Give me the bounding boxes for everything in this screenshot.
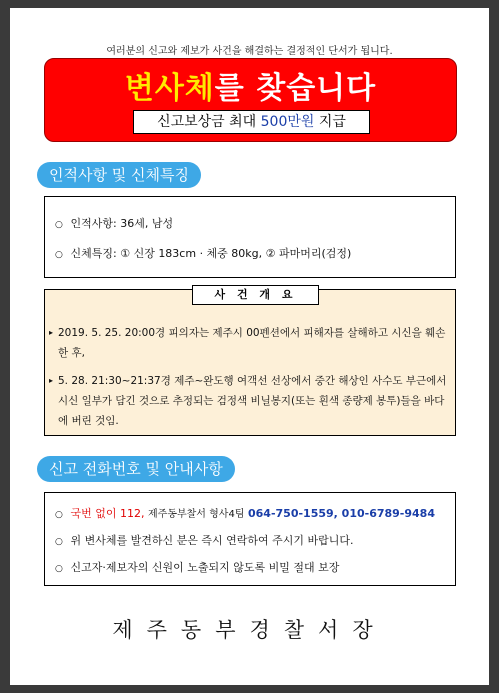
bullet-circle-icon: ○ bbox=[55, 250, 63, 260]
feature-text: 신체특징: ① 신장 183cm · 체중 80kg, ② 파마머리(검정) bbox=[70, 247, 352, 260]
case-item bbox=[49, 323, 448, 363]
bullet-circle-icon: ○ bbox=[55, 220, 63, 230]
bullet-circle-icon: ○ bbox=[55, 510, 63, 520]
banner-title-highlight: 변사체 bbox=[124, 71, 215, 106]
reward-suffix: 지급 bbox=[314, 114, 346, 130]
features-heading: 인적사항 및 신체특징 bbox=[37, 162, 201, 188]
contact-heading: 신고 전화번호 및 안내사항 bbox=[37, 456, 235, 482]
banner-title-rest: 를 찾습니다 bbox=[214, 71, 377, 106]
contact-phone-row bbox=[55, 505, 435, 521]
phone-numbers: 064-750-1559, 010-6789-9484 bbox=[247, 507, 435, 520]
feature-item bbox=[55, 245, 351, 261]
contact-note bbox=[55, 559, 339, 575]
wanted-poster bbox=[10, 8, 489, 685]
reward-box bbox=[133, 110, 370, 134]
banner-title bbox=[45, 63, 456, 107]
headline-banner bbox=[44, 58, 457, 142]
case-text: 2019. 5. 25. 20:00경 피의자는 제주시 00펜션에서 피해자를 살해하고 시신을 훼손한 후, bbox=[58, 327, 446, 359]
reward-amount: 500만원 bbox=[260, 114, 315, 130]
tagline: 여러분의 신고와 제보가 사건을 해결하는 결정적인 단서가 됩니다. bbox=[106, 46, 393, 57]
case-item bbox=[49, 371, 448, 431]
note-text: 위 변사체를 발견하신 분은 즉시 연락하여 주시기 바랍니다. bbox=[70, 534, 354, 547]
bullet-circle-icon: ○ bbox=[55, 537, 63, 547]
bullet-triangle-icon: ▸ bbox=[49, 328, 54, 337]
features-box bbox=[44, 196, 456, 278]
bullet-circle-icon: ○ bbox=[55, 564, 63, 574]
contact-note bbox=[55, 532, 354, 548]
bullet-triangle-icon: ▸ bbox=[49, 376, 54, 385]
reward-prefix: 신고보상금 최대 bbox=[157, 114, 261, 130]
free-call-number: 국번 없이 112, bbox=[70, 507, 145, 520]
feature-text: 인적사항: 36세, 남성 bbox=[70, 217, 174, 230]
case-text: 5. 28. 21:30~21:37경 제주~완도행 여객선 선상에서 중간 해상인 사수도 부근에서 시신 일부가 담긴 것으로 추정되는 검정색 비닐봉지(또는 흰색 종량제 봉투)들을 바다에 버린 것임. bbox=[58, 375, 447, 427]
feature-item bbox=[55, 215, 173, 231]
case-summary-box bbox=[44, 289, 456, 436]
station-signature: 제주동부경찰서장 bbox=[112, 618, 387, 642]
contact-box bbox=[44, 492, 456, 586]
note-text: 신고자·제보자의 신원이 노출되지 않도록 비밀 절대 보장 bbox=[70, 561, 340, 574]
case-heading: 사 건 개 요 bbox=[192, 285, 319, 305]
office-name: 제주동부찰서 형사4팀 bbox=[148, 509, 245, 520]
